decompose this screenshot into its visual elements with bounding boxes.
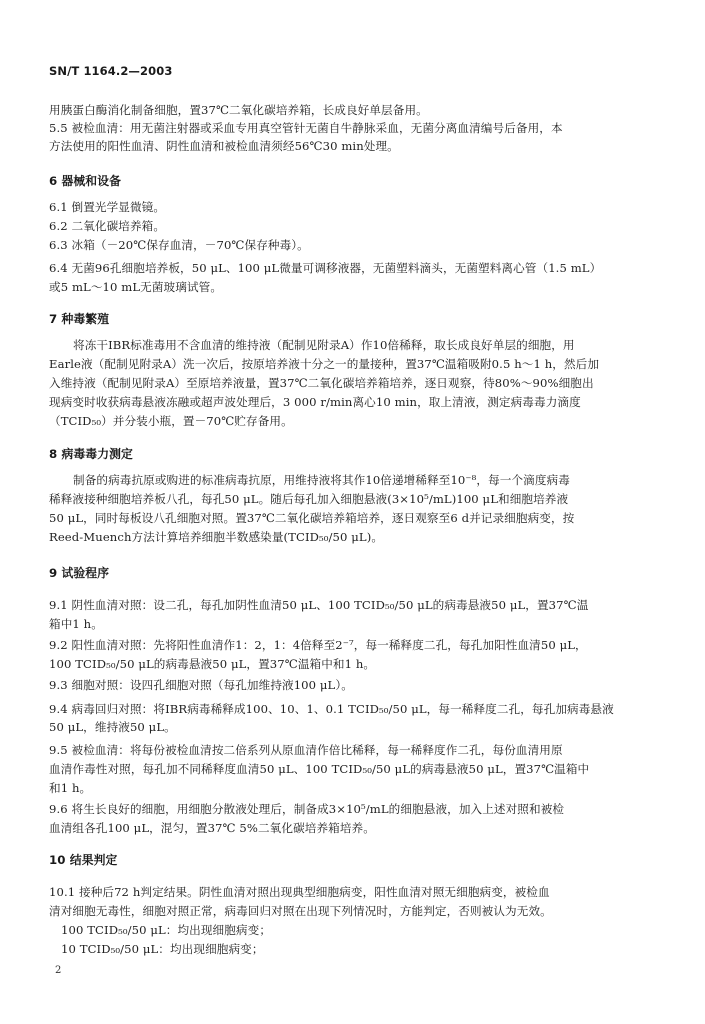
text-line: 血清组各孔100 μL，混匀，置37℃ 5%二氧化碳培养箱培养。: [49, 821, 375, 835]
text-line: 清对细胞无毒性，细胞对照正常，病毒回归对照在出现下列情况时，方能判定，否则被认为无效。: [49, 904, 552, 918]
section-heading: 9 试验程序: [49, 566, 110, 580]
section-heading: 7 种毒繁殖: [49, 312, 110, 326]
text-line: 100 TCID₅₀/50 μL的病毒悬液50 μL，置37℃温箱中和1 h。: [49, 657, 376, 671]
text-line: 稀释液接种细胞培养板八孔，每孔50 μL。随后每孔加入细胞悬液(3×10⁵/mL)100 μL和细胞培养液: [49, 492, 569, 506]
text-line: 50 μL，维持液50 μL。: [49, 720, 176, 734]
text-line: Earle液（配制见附录A）洗一次后，按原培养液十分之一的量接种，置37℃温箱吸附0.5 h～1 h，然后加: [49, 357, 600, 371]
text-line: 10 TCID₅₀/50 μL：均出现细胞病变；: [61, 942, 264, 956]
text-line: 将冻干IBR标准毒用不含血清的维持液（配制见附录A）作10倍稀释，取长成良好单层的细胞，用: [73, 338, 575, 352]
text-line: 9.2 阳性血清对照：先将阳性血清作1：2，1：4倍释至2⁻⁷，每一稀释度二孔，每孔加阳性血清50 μL，: [49, 638, 587, 652]
text-line: 6.1 倒置光学显微镜。: [49, 200, 166, 214]
text-line: 或5 mL～10 mL无菌玻璃试管。: [49, 280, 223, 294]
text-line: 6.4 无菌96孔细胞培养板，50 μL、100 μL微量可调移液器，无菌塑料滴头，无菌塑料离心管（1.5 mL）: [49, 261, 602, 275]
text-line: 9.5 被检血清：将每份被检血清按二倍系列从原血清作倍比稀释，每一稀释度作二孔，每份血清用原: [49, 743, 563, 757]
text-line: 5.5 被检血清：用无菌注射器或采血专用真空管针无菌自牛静脉采血，无菌分离血清编号后备用，本: [49, 121, 563, 135]
text-line: 入维持液（配制见附录A）至原培养液量，置37℃二氧化碳培养箱培养，逐日观察，待80%～90%细胞出: [49, 376, 594, 390]
text-line: 6.2 二氧化碳培养箱。: [49, 219, 166, 233]
text-line: Reed-Muench方法计算培养细胞半数感染量(TCID₅₀/50 μL)。: [49, 530, 384, 544]
text-line: 10.1 接种后72 h判定结果。阴性血清对照出现典型细胞病变，阳性血清对照无细胞病变，被检血: [49, 885, 550, 899]
text-line: 血清作毒性对照，每孔加不同稀释度血清50 μL、100 TCID₅₀/50 μL的病毒悬液50 μL，置37℃温箱中: [49, 762, 590, 776]
text-line: 50 μL，同时每板设八孔细胞对照。置37℃二氧化碳培养箱培养，逐日观察至6 d并记录细胞病变，按: [49, 511, 575, 525]
text-line: 6.3 冰箱（－20℃保存血清，－70℃保存种毒）。: [49, 238, 309, 252]
text-line: 9.3 细胞对照：设四孔细胞对照（每孔加维持液100 μL）。: [49, 678, 353, 692]
text-line: 9.6 将生长良好的细胞，用细胞分散液处理后，制备成3×10⁵/mL的细胞悬液，加入上述对照和被检: [49, 802, 565, 816]
section-heading: 6 器械和设备: [49, 174, 121, 188]
text-line: 9.4 病毒回归对照：将IBR病毒稀释成100、10、1、0.1 TCID₅₀/50 μL，每一稀释度二孔，每孔加病毒悬液: [49, 702, 614, 716]
section-heading: 8 病毒毒力测定: [49, 447, 133, 461]
text-line: 方法使用的阳性血清、阴性血清和被检血清须经56℃30 min处理。: [49, 139, 399, 153]
section-heading: 10 结果判定: [49, 853, 118, 867]
text-line: 箱中1 h。: [49, 617, 103, 631]
standard-code-header: SN/T 1164.2—2003: [49, 64, 173, 78]
page-number: 2: [55, 965, 62, 976]
text-line: 100 TCID₅₀/50 μL：均出现细胞病变；: [61, 923, 272, 937]
text-line: 现病变时收获病毒悬液冻融或超声波处理后，3 000 r/min离心10 min，取上清液，测定病毒毒力滴度: [49, 395, 581, 409]
text-line: 和1 h。: [49, 781, 92, 795]
text-line: 9.1 阴性血清对照：设二孔，每孔加阴性血清50 μL、100 TCID₅₀/50 μL的病毒悬液50 μL，置37℃温: [49, 598, 589, 612]
text-line: 制备的病毒抗原或购进的标准病毒抗原，用维持液将其作10倍递增稀释至10⁻⁸，每一个滴度病毒: [73, 473, 570, 487]
text-line: （TCID₅₀）并分装小瓶，置－70℃贮存备用。: [49, 414, 293, 428]
text-line: 用胰蛋白酶消化制备细胞，置37℃二氧化碳培养箱，长成良好单层备用。: [49, 103, 428, 117]
